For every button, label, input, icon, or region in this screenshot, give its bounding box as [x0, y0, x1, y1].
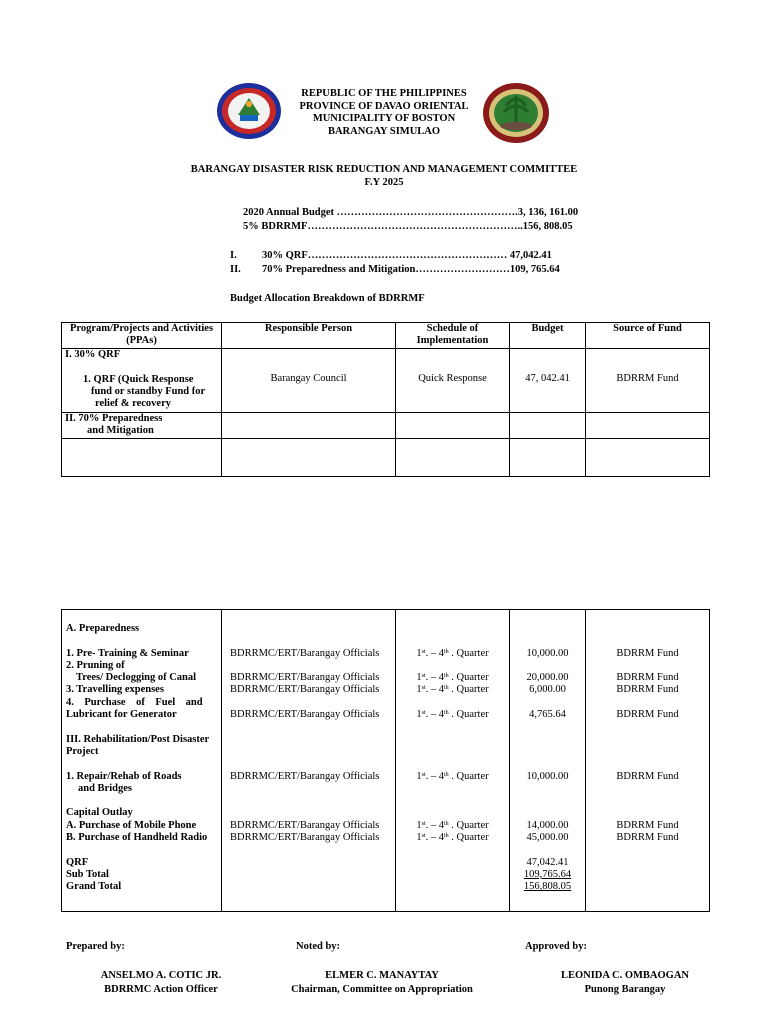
schedule-start-number: 1 — [416, 647, 422, 659]
allocation-prep-line — [230, 263, 560, 277]
ppa-item-mobile-phone: A. Purchase of Mobile Phone — [66, 819, 197, 831]
person-pruning: BDRRMC/ERT/Barangay Officials — [230, 672, 380, 684]
noted-by-label: Noted by: — [296, 941, 341, 952]
schedule-end-number: . – 4 — [425, 647, 444, 659]
total-qrf-label: QRF — [66, 856, 89, 868]
spacer — [586, 623, 709, 635]
spacer — [510, 795, 585, 807]
spacer — [230, 635, 395, 647]
spacer — [230, 623, 395, 635]
header-ppa-line2: (PPAs) — [126, 335, 157, 347]
cell-qrf-person — [222, 349, 396, 413]
schedule-end-number: . – 4 — [425, 770, 444, 782]
schedule-start-suffix: st — [421, 710, 426, 717]
schedule-handheld-radio — [396, 832, 509, 844]
qrf-person-text: Barangay Council — [270, 373, 347, 384]
ppa-item-fuel-line2: Lubricant for Generator — [66, 709, 177, 721]
spacer — [586, 758, 709, 770]
schedule-quarter-text: . Quarter — [448, 832, 489, 844]
schedule-quarter-text: . Quarter — [448, 684, 489, 696]
source-travel: BDRRM Fund — [616, 684, 679, 696]
column-budget — [510, 610, 586, 912]
ppa-item-fuel-line1: 4. Purchase of Fuel and — [66, 696, 203, 708]
spacer — [396, 758, 509, 770]
cell-empty — [222, 413, 396, 439]
person-travel: BDRRMC/ERT/Barangay Officials — [230, 684, 380, 696]
spacer — [396, 746, 509, 758]
schedule-end-suffix: th — [444, 833, 449, 840]
spacer — [586, 660, 709, 672]
spacer — [510, 660, 585, 672]
committee-title-block — [120, 163, 648, 189]
allocation-table-top — [61, 322, 710, 477]
spacer — [396, 635, 509, 647]
person-training: BDRRMC/ERT/Barangay Officials — [230, 647, 380, 659]
schedule-quarter-text: . Quarter — [448, 672, 489, 684]
cell-qrf-budget — [510, 349, 586, 413]
spacer — [586, 746, 709, 758]
spacer — [65, 361, 221, 373]
person-roads: BDRRMC/ERT/Barangay Officials — [230, 770, 380, 782]
spacer — [396, 697, 509, 709]
header-province: PROVINCE OF DAVAO ORIENTAL — [299, 100, 469, 112]
allocation-prep-number: II. — [230, 264, 241, 275]
capital-outlay-heading: Capital Outlay — [66, 807, 133, 819]
header-sched-line1: Schedule of — [426, 323, 479, 334]
ppa-item-pruning-line1: 2. Pruning of — [66, 659, 125, 671]
source-fuel: BDRRM Fund — [616, 709, 679, 721]
schedule-start-suffix: st — [421, 771, 426, 778]
header-ppa — [62, 323, 222, 349]
column-ppa — [62, 610, 222, 912]
allocation-prep-text: 70% Preparedness and Mitigation………………………109, 765.64 — [262, 264, 560, 275]
qrf-budget-text: 47, 042.41 — [525, 373, 570, 384]
spacer — [396, 734, 509, 746]
schedule-pruning — [396, 672, 509, 684]
column-source — [586, 610, 710, 912]
schedule-start-number: 1 — [416, 684, 422, 696]
schedule-start-suffix: st — [421, 685, 426, 692]
schedule-quarter-text: . Quarter — [448, 819, 489, 831]
header-source-text: Source of Fund — [613, 323, 682, 334]
spacer — [510, 635, 585, 647]
ppa-item-roads-line1: 1. Repair/Rehab of Roads — [66, 770, 182, 782]
spacer — [66, 758, 218, 770]
schedule-end-suffix: th — [444, 685, 449, 692]
prepared-name: ANSELMO A. COTIC JR. — [100, 970, 222, 981]
qrf-item-line3: relief & recovery — [95, 398, 171, 410]
document-header — [234, 88, 534, 138]
cell-empty — [586, 413, 710, 439]
approved-by-label: Approved by: — [525, 941, 587, 952]
spacer — [510, 844, 585, 856]
header-republic: REPUBLIC OF THE PHILIPPINES — [301, 88, 467, 99]
table-row-qrf — [62, 349, 710, 413]
spacer — [66, 795, 218, 807]
cell-empty — [586, 438, 710, 476]
schedule-start-suffix: st — [421, 833, 426, 840]
cell-empty — [510, 438, 586, 476]
annual-budget-line: 2020 Annual Budget …………………………………………….3, 136, 161.00 — [243, 207, 579, 218]
person-fuel: BDRRMC/ERT/Barangay Officials — [230, 709, 380, 721]
cell-qrf-ppa — [62, 349, 222, 413]
spacer — [510, 721, 585, 733]
cell-qrf-schedule — [396, 349, 510, 413]
column-responsible-person — [222, 610, 396, 912]
schedule-start-number: 1 — [416, 709, 422, 721]
spacer — [230, 660, 395, 672]
schedule-training — [396, 648, 509, 660]
spacer — [230, 795, 395, 807]
ppa-item-pruning-line2: Trees/ Declogging of Canal — [76, 672, 197, 684]
spacer — [510, 697, 585, 709]
prepared-title: BDRRMC Action Officer — [104, 984, 218, 995]
rehab-heading-line1: III. Rehabilitation/Post Disaster — [66, 733, 210, 745]
qrf-item-line2: fund or standby Fund for — [91, 385, 206, 397]
table-row-empty — [62, 438, 710, 476]
person-mobile-phone: BDRRMC/ERT/Barangay Officials — [230, 819, 380, 831]
rehab-heading-line2: Project — [66, 745, 99, 757]
spacer — [230, 734, 395, 746]
spacer — [230, 807, 395, 819]
schedule-end-suffix: th — [444, 820, 449, 827]
ppa-item-training: 1. Pre- Training & Seminar — [66, 647, 189, 659]
approved-title: Punong Barangay — [584, 984, 666, 995]
source-pruning: BDRRM Fund — [616, 672, 679, 684]
schedule-mobile-phone — [396, 820, 509, 832]
schedule-end-number: . – 4 — [425, 832, 444, 844]
committee-title: BARANGAY DISASTER RISK REDUCTION AND MANAGEMENT COMMITTEE — [190, 164, 578, 175]
ppa-item-travel: 3. Travelling expenses — [66, 684, 164, 696]
schedule-start-number: 1 — [416, 770, 422, 782]
spacer — [586, 635, 709, 647]
cell-empty — [222, 438, 396, 476]
spacer — [230, 746, 395, 758]
spacer — [396, 795, 509, 807]
spacer — [396, 660, 509, 672]
qrf-section-label: I. 30% QRF — [65, 349, 121, 360]
spacer — [586, 697, 709, 709]
budget-fuel: 4,765.64 — [529, 709, 566, 721]
bdrrmf-line: 5% BDRRMF……………………………………………………..156, 808.05 — [243, 221, 573, 232]
table-row-preparedness — [62, 413, 710, 439]
cell-empty — [510, 413, 586, 439]
header-source — [586, 323, 710, 349]
spacer — [66, 635, 218, 647]
spacer — [510, 623, 585, 635]
budget-subtotal: 109,765.64 — [523, 868, 572, 880]
column-schedule — [396, 610, 510, 912]
cell-prep-ppa — [62, 413, 222, 439]
budget-handheld-radio: 45,000.00 — [526, 832, 569, 844]
schedule-roads — [396, 771, 509, 783]
schedule-start-suffix: st — [421, 820, 426, 827]
source-mobile-phone: BDRRM Fund — [616, 819, 679, 831]
source-handheld-radio: BDRRM Fund — [616, 832, 679, 844]
schedule-start-number: 1 — [416, 819, 422, 831]
spacer — [586, 807, 709, 819]
schedule-quarter-text: . Quarter — [448, 709, 489, 721]
spacer — [230, 783, 395, 795]
spacer — [586, 734, 709, 746]
spacer — [396, 783, 509, 795]
source-roads: BDRRM Fund — [616, 770, 679, 782]
budget-summary — [243, 206, 578, 234]
header-person-text: Responsible Person — [264, 323, 353, 334]
spacer — [230, 697, 395, 709]
schedule-end-suffix: th — [444, 673, 449, 680]
spacer — [396, 721, 509, 733]
spacer — [230, 721, 395, 733]
schedule-start-suffix: st — [421, 673, 426, 680]
schedule-fuel — [396, 709, 509, 721]
spacer — [586, 795, 709, 807]
subtotal-label: Sub Total — [66, 868, 109, 880]
allocation-summary — [230, 249, 560, 277]
grand-total-label: Grand Total — [66, 881, 122, 893]
header-responsible-person — [222, 323, 396, 349]
source-training: BDRRM Fund — [616, 647, 679, 659]
header-municipality: MUNICIPALITY OF BOSTON — [312, 113, 456, 124]
spacer — [586, 721, 709, 733]
prepared-signatory — [76, 969, 246, 997]
cell-qrf-source — [586, 349, 710, 413]
preparedness-heading: A. Preparedness — [66, 623, 140, 634]
header-schedule — [396, 323, 510, 349]
breakdown-title: Budget Allocation Breakdown of BDRRMF — [230, 293, 425, 304]
allocation-qrf-line — [230, 249, 560, 263]
budget-mobile-phone: 14,000.00 — [526, 819, 569, 831]
qrf-item-line1: 1. QRF (Quick Response — [83, 373, 194, 385]
schedule-end-number: . – 4 — [425, 819, 444, 831]
allocation-qrf-number: I. — [230, 250, 237, 261]
qrf-schedule-text: Quick Response — [418, 373, 487, 384]
ppa-item-roads-line2: and Bridges — [78, 782, 132, 794]
spacer — [396, 807, 509, 819]
allocation-table-bottom — [61, 609, 710, 912]
ppa-item-handheld-radio: B. Purchase of Handheld Radio — [66, 832, 208, 844]
qrf-source-text: BDRRM Fund — [616, 373, 679, 384]
noted-title: Chairman, Committee on Appropriation — [291, 984, 473, 995]
approved-signatory — [540, 969, 710, 997]
budget-pruning: 20,000.00 — [526, 672, 569, 684]
schedule-end-number: . – 4 — [425, 672, 444, 684]
cell-empty — [396, 438, 510, 476]
allocation-qrf-text: 30% QRF………………………………………………… 47,042.41 — [262, 250, 552, 261]
spacer — [510, 807, 585, 819]
budget-travel: 6,000.00 — [529, 684, 566, 696]
schedule-end-suffix: th — [444, 648, 449, 655]
person-handheld-radio: BDRRMC/ERT/Barangay Officials — [230, 832, 380, 844]
cell-empty — [62, 438, 222, 476]
schedule-end-number: . – 4 — [425, 709, 444, 721]
prep-section-line2: and Mitigation — [87, 425, 154, 437]
schedule-end-suffix: th — [444, 710, 449, 717]
spacer — [396, 623, 509, 635]
schedule-quarter-text: . Quarter — [448, 770, 489, 782]
approved-name: LEONIDA C. OMBAOGAN — [560, 970, 690, 981]
header-barangay: BARANGAY SIMULAO — [327, 125, 441, 137]
budget-grand-total: 156,808.05 — [523, 881, 572, 893]
table-header-row — [62, 323, 710, 349]
table-row-details — [62, 610, 710, 912]
noted-signatory — [272, 969, 492, 997]
schedule-travel — [396, 684, 509, 696]
prepared-by-label: Prepared by: — [66, 941, 125, 952]
prep-section-line1: II. 70% Preparedness — [65, 413, 163, 424]
budget-training: 10,000.00 — [526, 647, 569, 659]
noted-name: ELMER C. MANAYTAY — [325, 970, 439, 981]
schedule-quarter-text: . Quarter — [448, 647, 489, 659]
spacer — [66, 721, 218, 733]
header-budget — [510, 323, 586, 349]
spacer — [510, 758, 585, 770]
spacer — [66, 844, 218, 856]
spacer — [510, 746, 585, 758]
header-ppa-line1: Program/Projects and Activities — [69, 323, 214, 334]
header-budget-text: Budget — [531, 323, 564, 334]
schedule-start-number: 1 — [416, 832, 422, 844]
fiscal-year: F.Y 2025 — [364, 177, 404, 188]
cell-empty — [396, 413, 510, 439]
spacer — [230, 758, 395, 770]
budget-roads: 10,000.00 — [526, 770, 569, 782]
header-sched-line2: Implementation — [416, 335, 489, 347]
schedule-start-suffix: st — [421, 648, 426, 655]
spacer — [586, 783, 709, 795]
schedule-end-number: . – 4 — [425, 684, 444, 696]
spacer — [510, 734, 585, 746]
schedule-end-suffix: th — [444, 771, 449, 778]
budget-qrf-total: 47,042.41 — [526, 856, 569, 868]
spacer — [510, 783, 585, 795]
schedule-start-number: 1 — [416, 672, 422, 684]
